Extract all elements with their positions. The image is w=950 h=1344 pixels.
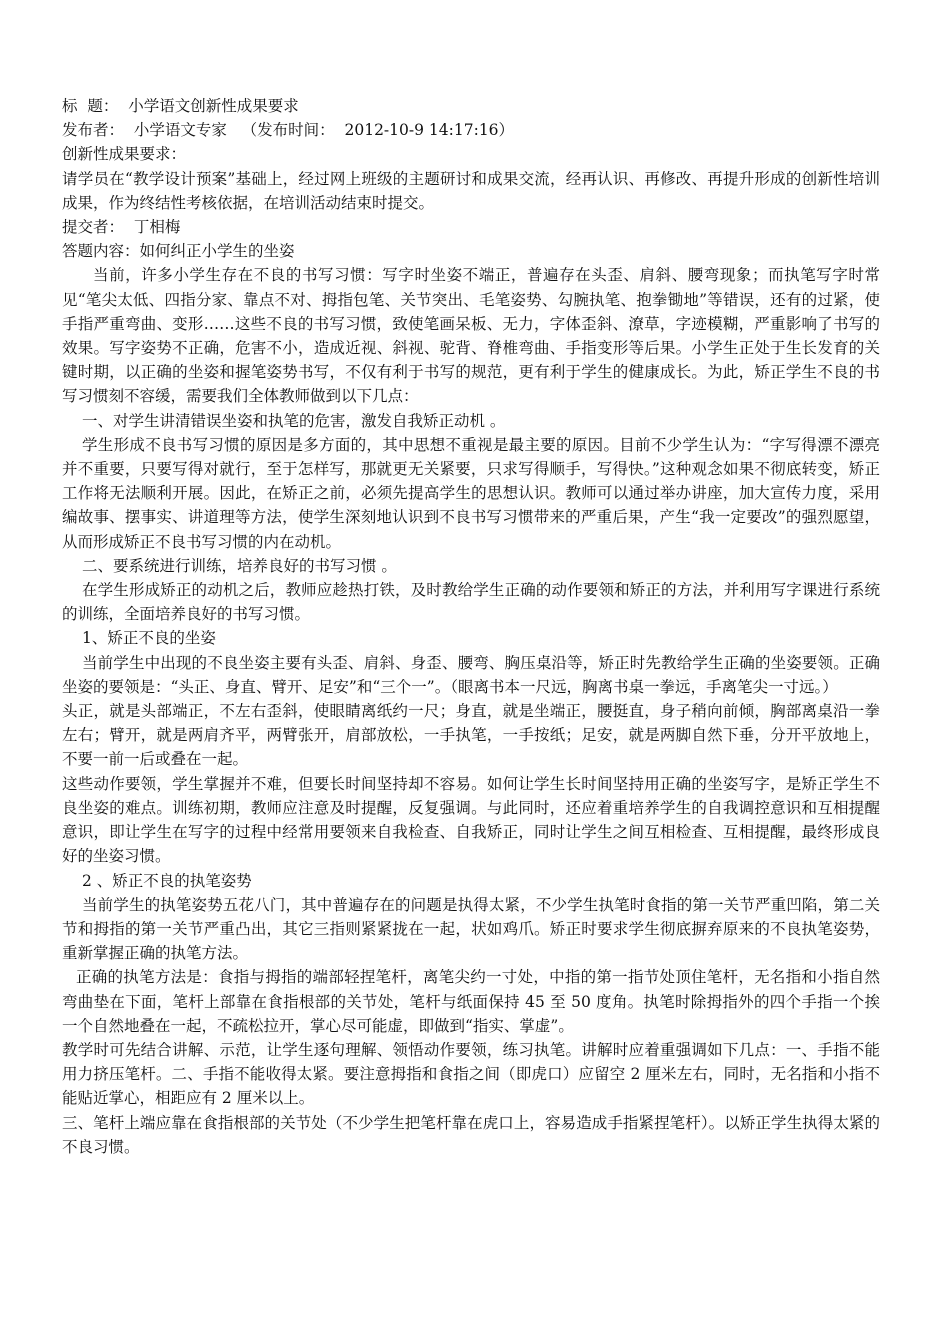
requirements-label: 创新性成果要求： xyxy=(62,145,187,164)
publisher-line: 发布者： 小学语文专家 （发布时间： 2012-10-9 14:17:16） xyxy=(62,121,515,140)
paragraph-intro: 当前，许多小学生存在不良的书写习惯：写字时坐姿不端正，普遍存在头歪、肩斜、腰弯现象；而执笔写字时常见“笔尖太低、四指分家、靠点不对、拇指包笔、关节突出、毛笔姿势、勾腕执笔、抱拳锄地”等错误，还有的过紧，使手指严重弯曲、变形……这些不良的书写习惯，致使笔画呆板、无力，字体歪斜、潦草，字迹模糊，严重影响了书写的效果。写字姿势不正确，危害不小，造成近视、斜视、驼背、脊椎弯曲、手指变形等后果。小学生正处于生长发育的关键时期，以正确的坐姿和握笔姿势书写，不仅有利于书写的规范，更有利于学生的健康成长。为此，矫正学生不良的书写习惯刻不容缓，需要我们全体教师做到以下几点： xyxy=(62,266,880,406)
paragraph-motivation: 学生形成不良书写习惯的原因是多方面的，其中思想不重视是最主要的原因。目前不少学生认为：“字写得漂不漂亮并不重要，只要写得对就行，至于怎样写，那就更无关紧要，只求写得顺手，写得快。”这种观念如果不彻底转变，矫正工作将无法顺利开展。因此，在矫正之前，必须先提高学生的思想认识。教师可以通过举办讲座，加大宣传力度，采用编故事、摆事实、讲道理等方法，使学生深刻地认识到不良书写习惯带来的严重后果，产生“我一定要改”的强烈愿望，从而形成矫正不良书写习惯的内在动机。 xyxy=(62,435,880,551)
paragraph-posture-problems: 当前学生中出现的不良坐姿主要有头歪、肩斜、身歪、腰弯、胸压桌沿等，矫正时先教给学生正确的坐姿要领。正确坐姿的要领是：“头正、身直、臂开、足安”和“三个一”。（眼离书本一尺远，胸离书桌一拳远，手离笔尖一寸远。） xyxy=(62,653,880,696)
paragraph-training: 在学生形成矫正的动机之后，教师应趁热打铁，及时教给学生正确的动作要领和矫正的方法，并利用写字课进行系统的训练，全面培养良好的书写习惯。 xyxy=(62,581,880,624)
paragraph-grip-teaching: 教学时可先结合讲解、示范，让学生逐句理解、领悟动作要领，练习执笔。讲解时应着重强调如下几点：一、手指不能用力挤压笔杆。二、手指不能收得太紧。要注意拇指和食指之间（即虎口）应留空 2 厘米左右，同时，无名指和小指不能贴近掌心，相距应有 2 厘米以上。 xyxy=(62,1040,880,1108)
document-page xyxy=(62,94,880,1159)
paragraph-grip-method: 正确的执笔方法是：食指与拇指的端部轻捏笔杆，离笔尖约一寸处，中指的第一指节处顶住笔杆，无名指和小指自然弯曲垫在下面，笔杆上部靠在食指根部的关节处，笔杆与纸面保持 45 至 50 度角。执笔时除拇指外的四个手指一个挨一个自然地叠在一起，不疏松拉开，掌心尽可能虚，即做到“指实、掌虚”。 xyxy=(62,968,880,1035)
title-line: 标 题： 小学语文创新性成果要求 xyxy=(62,97,299,115)
requirements-text: 请学员在“教学设计预案”基础上，经过网上班级的主题研讨和成果交流，经再认识、再修改、再提升形成的创新性培训成果，作为终结性考核依据，在培训活动结束时提交。 xyxy=(62,169,880,212)
section-heading-2: 二、要系统进行训练，培养良好的书写习惯 。 xyxy=(82,556,397,575)
paragraph-grip-problems: 当前学生的执笔姿势五花八门，其中普遍存在的问题是执得太紧，不少学生执笔时食指的第一关节严重凹陷，第二关节和拇指的第一关节严重凸出，其它三指则紧紧拢在一起，状如鸡爪。矫正时要求学生彻底摒弃原来的不良执笔姿势，重新掌握正确的执笔方法。 xyxy=(62,895,880,963)
submitter-line: 提交者： 丁相梅 xyxy=(62,218,181,237)
subsection-heading-posture: 1、矫正不良的坐姿 xyxy=(82,629,216,648)
answer-line: 答题内容：如何纠正小学生的坐姿 xyxy=(62,242,295,261)
section-heading-1: 一、对学生讲清错误坐姿和执笔的危害，激发自我矫正动机 。 xyxy=(82,411,506,430)
paragraph-posture-practice: 这些动作要领，学生掌握并不难，但要长时间坚持却不容易。如何让学生长时间坚持用正确的坐姿写字，是矫正学生不良坐姿的难点。训练初期，教师应注意及时提醒，反复强调。与此同时，还应着重培养学生的自我调控意识和互相提醒意识，即让学生在写字的过程中经常用要领来自我检查、自我矫正，同时让学生之间互相检查、互相提醒，最终形成良好的坐姿习惯。 xyxy=(62,774,880,866)
paragraph-posture-details: 头正，就是头部端正，不左右歪斜，使眼睛离纸约一尺；身直，就是坐端正，腰挺直，身子稍向前倾，胸部离桌沿一拳左右；臂开，就是两肩齐平，两臂张开，肩部放松，一手执笔，一手按纸；足安，就是两脚自然下垂，分开平放地上，不要一前一后或叠在一起。 xyxy=(62,702,880,769)
paragraph-grip-point-three: 三、笔杆上端应靠在食指根部的关节处（不少学生把笔杆靠在虎口上，容易造成手指紧捏笔杆）。以矫正学生执得太紧的不良习惯。 xyxy=(62,1113,880,1156)
subsection-heading-grip: 2 、矫正不良的执笔姿势 xyxy=(82,871,252,890)
